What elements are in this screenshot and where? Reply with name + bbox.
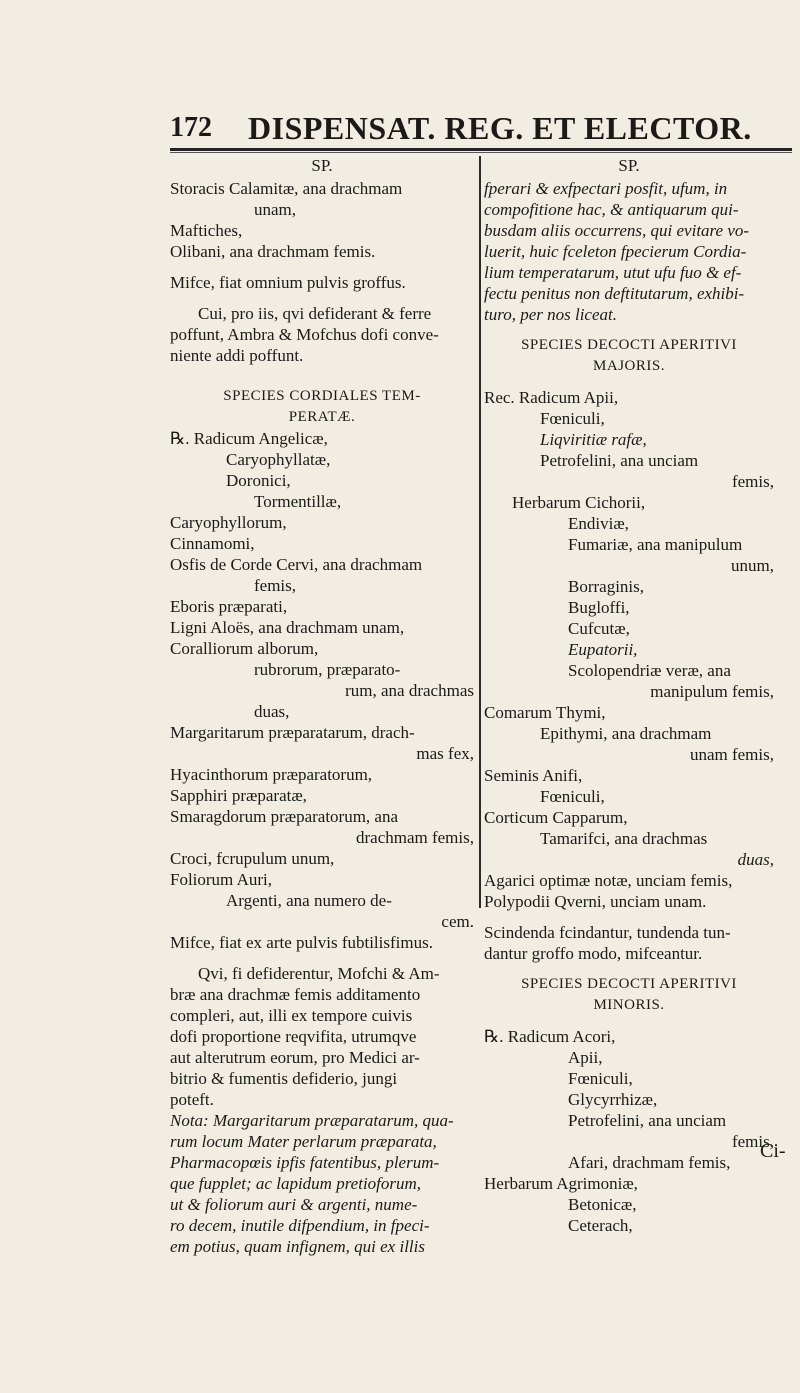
text-line: Cui, pro iis, qvi defiderant & ferre <box>198 304 432 323</box>
text-line: Osfis de Corde Cervi, ana drachmam <box>170 555 423 574</box>
text-line: Argenti, ana numero de- <box>226 891 392 910</box>
right-column-text <box>484 178 774 1236</box>
text-line: fperari & exfpectari posfit, ufum, in <box>484 179 728 198</box>
text-line: que fupplet; ac lapidum pretioforum, <box>170 1174 422 1193</box>
running-title: DISPENSAT. REG. ET ELECTOR. <box>248 110 752 146</box>
text-line <box>484 1016 774 1026</box>
text-line: Borraginis, <box>568 577 645 596</box>
text-line: Nota: Margaritarum præparatarum, qua- <box>170 1111 454 1130</box>
text-line: Qvi, fi defiderentur, Mofchi & Am- <box>198 964 440 983</box>
text-line: Hyacinthorum præparatorum, <box>170 765 373 784</box>
text-line: luerit, huic fceleton fpecierum Cordia- <box>484 242 747 261</box>
text-line: aut alterutrum eorum, pro Medici ar- <box>170 1048 420 1067</box>
text-line: duas, <box>254 702 290 721</box>
text-line: ro decem, inutile difpendium, in fpeci- <box>170 1216 430 1235</box>
text-line: ℞. Radicum Acori, <box>484 1027 616 1046</box>
text-line: fectu penitus non deftitutarum, exhibi- <box>484 284 745 303</box>
text-line <box>484 912 774 922</box>
text-line: Fœniculi, <box>540 787 605 806</box>
text-line: compofitione hac, & antiquarum qui- <box>484 200 739 219</box>
text-line: femis, <box>731 1132 774 1151</box>
text-line: Olibani, ana drachmam femis. <box>170 242 376 261</box>
text-line: Ceterach, <box>568 1216 633 1235</box>
text-line: Comarum Thymi, <box>484 703 606 722</box>
text-line: Fœniculi, <box>540 409 605 428</box>
text-line: Margaritarum præparatarum, drach- <box>170 723 415 742</box>
text-line: duas, <box>737 850 774 869</box>
text-line: bræ ana drachmæ femis additamento <box>170 985 421 1004</box>
text-line: lium temperatarum, utut ufu fuo & ef- <box>484 263 742 282</box>
page-number: 172 <box>170 112 212 143</box>
text-line <box>170 953 474 963</box>
text-line: Maftiches, <box>170 221 243 240</box>
text-line: Afari, drachmam femis, <box>568 1153 731 1172</box>
text-line: Liqviritiæ rafæ, <box>540 430 647 449</box>
text-line: Betonicæ, <box>568 1195 637 1214</box>
text-line: femis, <box>731 472 774 491</box>
text-line: unum, <box>731 556 774 575</box>
header-rule-thin <box>170 152 792 153</box>
text-line: rubrorum, præparato- <box>254 660 401 679</box>
text-line: drachmam femis, <box>355 828 474 847</box>
text-line: Tamarifci, ana drachmas <box>540 829 708 848</box>
text-line: Pharmacopœis ipfis fatentibus, plerum- <box>170 1153 440 1172</box>
text-line: dofi proportione reqvifita, utrumqve <box>170 1027 417 1046</box>
text-line: busdam aliis occurrens, qui evitare vo- <box>484 221 750 240</box>
text-line: Caryophyllorum, <box>170 513 287 532</box>
text-line: niente addi poffunt. <box>170 346 304 365</box>
left-column-text <box>170 178 474 1257</box>
text-line: Ligni Aloës, ana drachmam unam, <box>170 618 405 637</box>
text-line: Fœniculi, <box>568 1069 633 1088</box>
text-line: ut & foliorum auri & argenti, nume- <box>170 1195 418 1214</box>
text-line: Herbarum Cichorii, <box>512 493 646 512</box>
text-line: Smaragdorum præparatorum, ana <box>170 807 399 826</box>
text-line: Foliorum Auri, <box>170 870 273 889</box>
text-line: Eupatorii, <box>568 640 638 659</box>
text-line: Corticum Capparum, <box>484 808 628 827</box>
text-line: turo, per nos liceat. <box>484 305 617 324</box>
left-column <box>170 155 474 1257</box>
text-line: Seminis Anifi, <box>484 766 583 785</box>
text-line: Fumariæ, ana manipulum <box>568 535 743 554</box>
text-line <box>170 376 474 386</box>
text-line: Eboris præparati, <box>170 597 288 616</box>
text-line <box>484 377 774 387</box>
text-line: Cufcutæ, <box>568 619 630 638</box>
text-line: Mifce, fiat ex arte pulvis fubtilisfimus. <box>170 933 433 952</box>
text-line <box>170 293 474 303</box>
text-line: Bugloffi, <box>568 598 630 617</box>
text-line: Scolopendriæ veræ, ana <box>568 661 731 680</box>
text-line <box>484 964 774 974</box>
text-line: unam femis, <box>689 745 774 764</box>
text-line: em potius, quam infignem, qui ex illis <box>170 1237 425 1256</box>
text-line: Mifce, fiat omnium pulvis groffus. <box>170 273 406 292</box>
text-line: compleri, aut, illi ex tempore cuivis <box>170 1006 413 1025</box>
text-line: unam, <box>254 200 297 219</box>
text-line: poffunt, Ambra & Mofchus dofi conve- <box>170 325 439 344</box>
right-column <box>484 155 774 1236</box>
text-line: manipulum femis, <box>650 682 774 701</box>
text-line: Doronici, <box>226 471 291 490</box>
text-line: MINORIS. <box>593 997 665 1013</box>
text-line: SPECIES DECOCTI APERITIVI <box>521 337 737 353</box>
text-line: Storacis Calamitæ, ana drachmam <box>170 179 403 198</box>
right-column-title: SP. <box>618 156 640 175</box>
text-line: Petrofelini, ana unciam <box>540 451 699 470</box>
left-column-title: SP. <box>311 156 333 175</box>
text-line: bitrio & fumentis defiderio, jungi <box>170 1069 398 1088</box>
text-line <box>484 325 774 335</box>
catchword: Ci- <box>760 1140 786 1162</box>
text-line <box>170 366 474 376</box>
text-line: femis, <box>254 576 297 595</box>
text-line: Cinnamomi, <box>170 534 255 553</box>
text-line: Apii, <box>568 1048 603 1067</box>
text-line: Herbarum Agrimoniæ, <box>484 1174 638 1193</box>
text-line: cem. <box>441 912 474 931</box>
text-line: Agarici optimæ notæ, unciam femis, <box>484 871 733 890</box>
column-divider <box>479 156 481 908</box>
text-line: rum locum Mater perlarum præparata, <box>170 1132 437 1151</box>
text-line: Sapphiri præparatæ, <box>170 786 307 805</box>
text-line: Rec. Radicum Apii, <box>484 388 619 407</box>
text-line: SPECIES DECOCTI APERITIVI <box>521 976 737 992</box>
text-line: Caryophyllatæ, <box>226 450 331 469</box>
text-line: Glycyrrhizæ, <box>568 1090 658 1109</box>
header-rule <box>170 148 792 151</box>
text-line: Croci, fcrupulum unum, <box>170 849 335 868</box>
text-line: Tormentillæ, <box>254 492 342 511</box>
text-line: Epithymi, ana drachmam <box>540 724 712 743</box>
text-line: PERATÆ. <box>288 409 356 425</box>
text-line: Coralliorum alborum, <box>170 639 319 658</box>
text-line: Polypodii Qverni, unciam unam. <box>484 892 707 911</box>
text-line: mas fex, <box>416 744 474 763</box>
text-line: Scindenda fcindantur, tundenda tun- <box>484 923 731 942</box>
text-line <box>170 262 474 272</box>
text-line: dantur groffo modo, mifceantur. <box>484 944 703 963</box>
text-line: poteft. <box>170 1090 214 1109</box>
text-line: rum, ana drachmas <box>345 681 474 700</box>
text-line: Petrofelini, ana unciam <box>568 1111 727 1130</box>
text-line: MAJORIS. <box>593 358 665 374</box>
text-line: ℞. Radicum Angelicæ, <box>170 429 328 448</box>
text-line: SPECIES CORDIALES TEM- <box>223 388 421 404</box>
text-line: Endiviæ, <box>568 514 629 533</box>
